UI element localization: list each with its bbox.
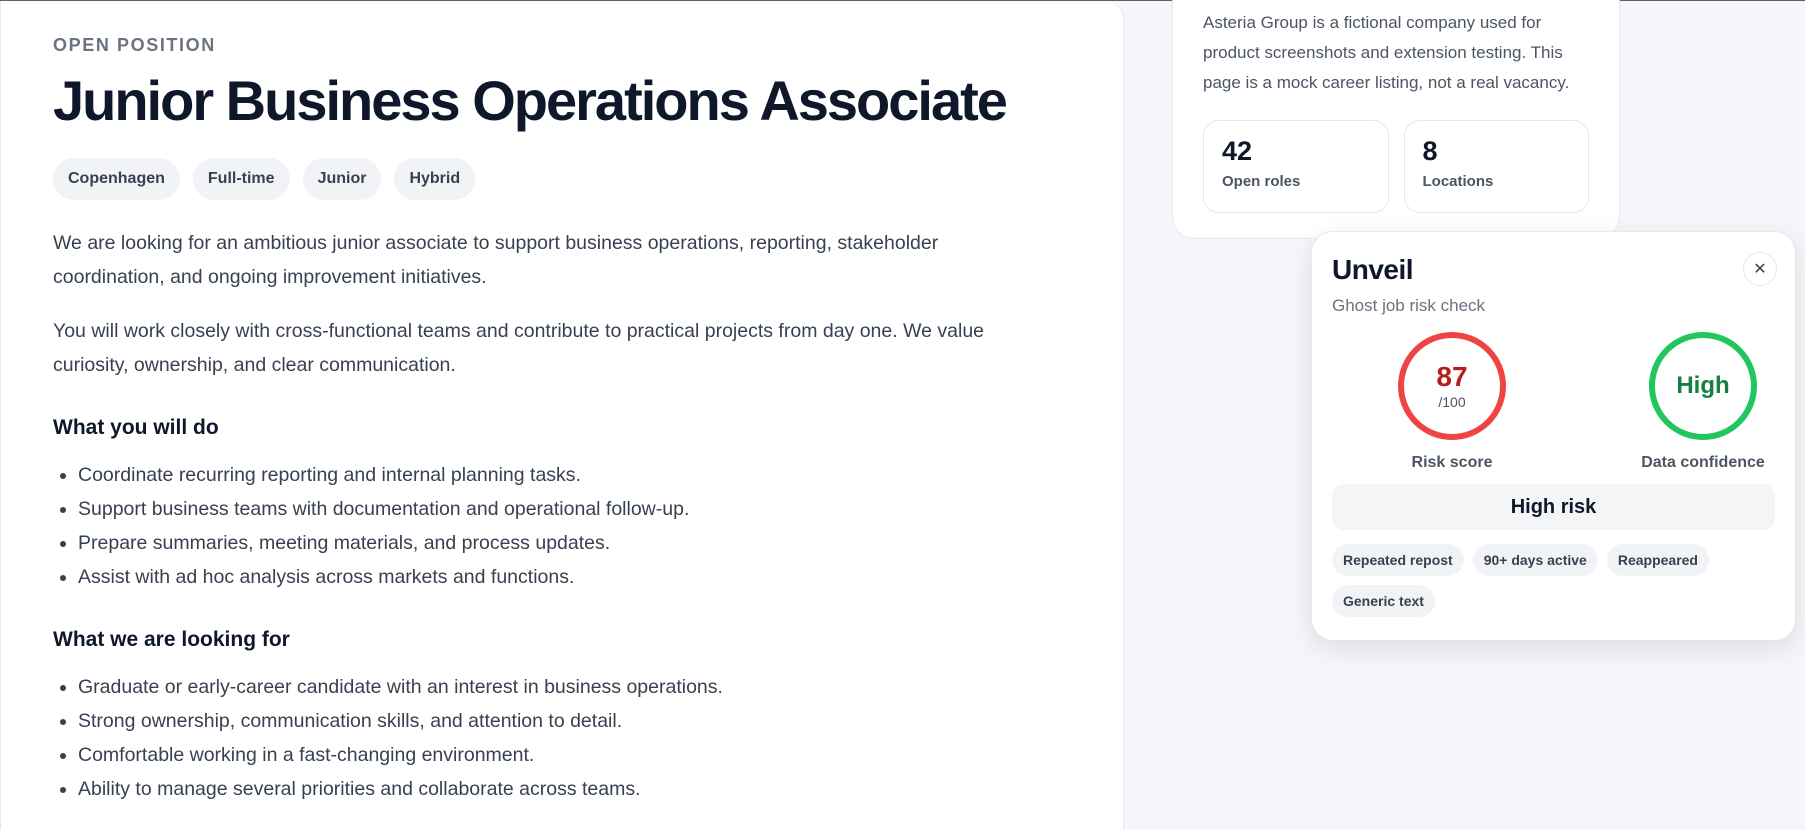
job-culture-paragraph: You will work closely with cross-functional teams and contribute to practical projects from day one. We value curiosity, ownership, and clear communication. [53,319,985,376]
unveil-subtitle: Ghost job risk check [1332,296,1486,315]
risk-score-gauge [1362,332,1542,472]
unveil-panel [1311,231,1796,641]
eyebrow-label: OPEN POSITION [53,35,216,55]
company-stats [1203,120,1589,213]
list-item: • Prepare summaries, meeting materials, and process updates. [78,526,1123,560]
company-card [1172,0,1620,239]
data-confidence-gauge [1613,332,1793,472]
stat-open-roles [1203,120,1389,213]
list-item: • Ability to manage several priorities and collaborate across teams. [78,772,1123,806]
section-heading-requirements: What we are looking for [53,627,290,651]
list-item: • Support business teams with documentation and operational follow-up. [78,492,1123,526]
unveil-title: Unveil [1332,254,1414,285]
list-item: • Graduate or early-career candidate with an interest in business operations. [78,670,1123,704]
list-item: • Coordinate recurring reporting and internal planning tasks. [78,458,1123,492]
job-tags [53,158,1123,200]
tag-location: Copenhagen [53,158,180,200]
stat-value: 42 [1222,136,1253,166]
responsibilities-list [53,458,1123,594]
close-button[interactable] [1743,252,1777,286]
risk-score-value: 87 [1436,360,1468,392]
list-item: • Strong ownership, communication skills, and attention to detail. [78,704,1123,738]
stat-label: Open roles [1222,172,1301,190]
tag-employment-type: Full-time [193,158,290,200]
stat-label: Locations [1422,172,1494,190]
job-listing-card [0,1,1124,830]
score-gauges [1332,332,1775,482]
company-description: Asteria Group is a fictional company used for product screenshots and extension testing. This page is a mock career listing, not a real vacancy. [1203,13,1570,92]
tag-work-mode: Hybrid [394,158,475,200]
job-title: Junior Business Operations Associate [53,69,1006,132]
risk-verdict-banner: High risk [1332,484,1775,530]
signal-chip: Repeated repost [1332,544,1464,576]
risk-score-label: Risk score [1411,454,1493,471]
list-item: • Assist with ad hoc analysis across markets and functions. [78,560,1123,594]
signal-chip: Generic text [1332,585,1435,617]
data-confidence-value: High [1676,372,1730,399]
tag-seniority: Junior [303,158,382,200]
signal-chip: 90+ days active [1473,544,1598,576]
risk-score-suffix: /100 [1438,393,1466,410]
stat-locations [1404,120,1590,213]
data-confidence-ring [1649,332,1757,440]
stat-value: 8 [1422,136,1438,166]
close-icon: ✕ [1753,261,1767,278]
job-intro-paragraph: We are looking for an ambitious junior associate to support business operations, reporting, stakeholder coordination, and ongoing improvement initiatives. [53,231,939,288]
list-item: • Comfortable working in a fast-changing environment. [78,738,1123,772]
data-confidence-label: Data confidence [1641,454,1765,471]
risk-signal-chips [1332,544,1752,617]
risk-score-ring [1398,332,1506,440]
section-heading-responsibilities: What you will do [53,415,219,439]
signal-chip: Reappeared [1607,544,1709,576]
requirements-list [53,670,1123,806]
